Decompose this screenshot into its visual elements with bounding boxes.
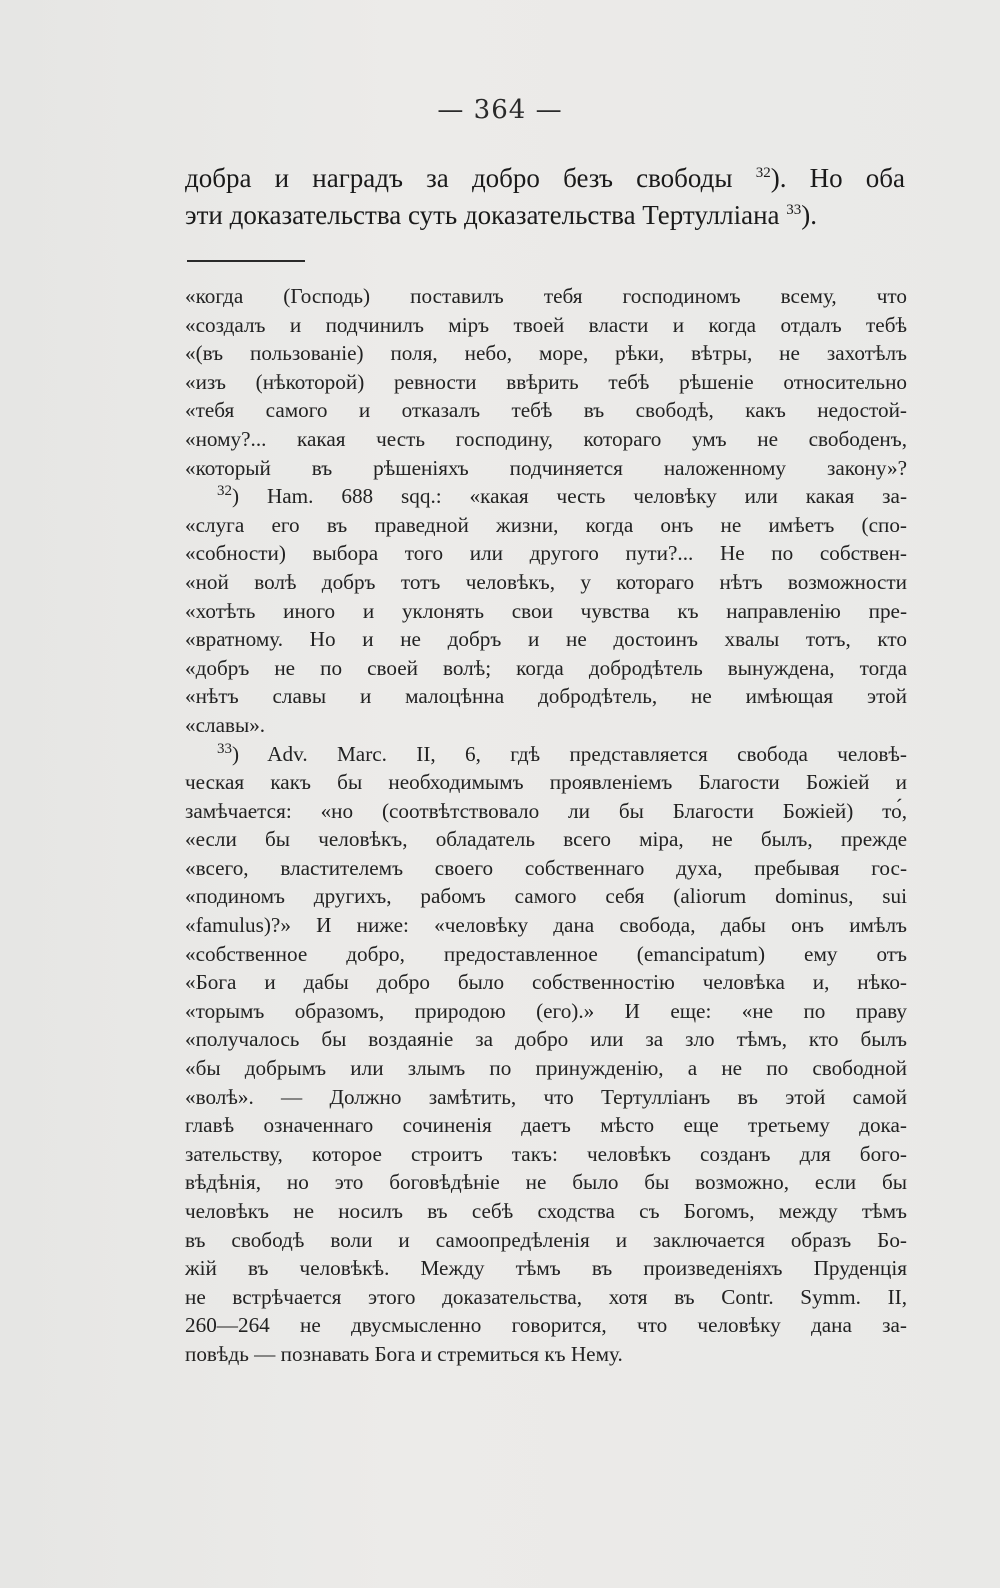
footnote-33-line: не встрѣчается этого доказательства, хотя въ Contr. Symm. II, xyxy=(185,1284,907,1309)
footnote-ref-33[interactable]: 33 xyxy=(786,202,802,218)
footnote-33-line: человѣкъ не носилъ въ себѣ сходства съ Богомъ, между тѣмъ xyxy=(185,1199,907,1223)
main-text-line-1: добра и наградъ за добро безъ свободы $^{32}$). Но оба xyxy=(185,163,906,193)
footnote-33-line: «Бога и дабы добро было собственностію человѣка и, нѣко- xyxy=(185,970,907,995)
footnote-32-line: «ной волѣ добръ тотъ человѣкъ, у котораго нѣтъ возможности xyxy=(185,569,907,594)
footnote-separator xyxy=(187,260,305,262)
footnote-33-line: вѣдѣнія, но это боговѣдѣніе не было бы возможно, если бы xyxy=(185,1170,907,1195)
footnote-33-line: «бы добрымъ или злымъ по принужденію, а не по свободной xyxy=(185,1056,907,1081)
footnote-33-line: въ свободѣ воли и самоопредѣленія и заключается образъ Бо- xyxy=(185,1227,907,1252)
footnote-32-line: «нѣтъ славы и малоцѣнна добродѣтель, не имѣющая этой xyxy=(185,684,907,709)
footnote-cont-line: «изъ (нѣкоторой) ревности ввѣрить тебѣ рѣшеніе относительно xyxy=(185,369,907,394)
footnote-32-line: «слуга его въ праведной жизни, когда онъ не имѣетъ (спо- xyxy=(185,512,907,537)
footnote-cont-line: «(въ пользованіе) поля, небо, море, рѣки, вѣтры, не захотѣлъ xyxy=(185,341,907,366)
footnote-32-marker: 32 xyxy=(217,483,232,500)
footnote-32-line: «собности) выбора того или другого пути?... Не по собствен- xyxy=(185,541,907,566)
footnotes xyxy=(185,282,907,1369)
footnote-cont-line: «ному?... какая честь господину, котораго умъ не свободенъ, xyxy=(185,426,907,451)
footnote-33-line: «famulus)?» И ниже: «человѣку дана свобода, дабы онъ имѣлъ xyxy=(185,913,907,938)
footnote-32-line: «хотѣть иного и уклонять свои чувства къ направленію пре- xyxy=(185,598,907,623)
footnote-33-line: зательству, которое строитъ такъ: человѣкъ созданъ для бого- xyxy=(185,1141,907,1166)
footnote-33-line: «подиномъ другихъ, рабомъ самого себя (aliorum dominus, sui xyxy=(185,884,907,909)
footnote-32-line: «вратному. Но и не добръ и не достоинъ хвалы тотъ, кто xyxy=(185,627,907,652)
footnote-33-line: главѣ означеннаго сочиненія даетъ мѣсто еще третьему дока- xyxy=(185,1113,907,1138)
page-number: — 364 — xyxy=(437,95,563,125)
footnote-33-line: замѣчается: «но (соотвѣтствовало ли бы Благости Божіей) то́, xyxy=(185,798,907,823)
footnote-33-line: 260—264 не двусмысленно говорится, что человѣку дана за- xyxy=(185,1313,907,1338)
footnote-32-line: $^{32}$) Ham. 688 sqq.: «какая честь человѣку или какая за- xyxy=(217,483,907,509)
footnote-33-line: «торымъ образомъ, природою (его).» И еще: «не по праву xyxy=(185,998,907,1023)
footnote-33-line: $^{33}$) Adv. Marc. II, 6, гдѣ представляется свобода человѣ- xyxy=(217,740,907,766)
footnote-cont-line: «тебя самого и отказалъ тебѣ въ свободѣ, какъ недостой- xyxy=(185,398,907,423)
footnote-33-line: «собственное добро, предоставленное (emancipatum) ему отъ xyxy=(185,941,907,966)
main-text xyxy=(185,160,905,234)
footnote-33-marker: 33 xyxy=(217,740,232,757)
footnote-33-line: ческая какъ бы необходимымъ проявленіемъ Благости Божіей и xyxy=(185,770,907,795)
footnote-33-line: «волѣ». — Должно замѣтить, что Тертулліанъ въ этой самой xyxy=(185,1084,907,1109)
footnote-ref-32[interactable]: 32 xyxy=(755,165,771,181)
footnote-33-line: повѣдь — познавать Бога и стремиться къ Нему. xyxy=(185,1341,623,1366)
footnote-33-line: «получалось бы воздаяніе за добро или за зло тѣмъ, кто былъ xyxy=(185,1027,907,1052)
footnote-32-line: «славы». xyxy=(185,712,266,737)
footnote-33-line: жій въ человѣкѣ. Между тѣмъ въ произведеніяхъ Пруденція xyxy=(185,1256,907,1281)
footnote-cont-line: «который въ рѣшеніяхъ подчиняется наложенному закону»? xyxy=(185,455,907,480)
main-text-line-2: эти доказательства суть доказательства Тертулліана $^{33}$). xyxy=(185,200,818,230)
footnote-cont-line: «создалъ и подчинилъ міръ твоей власти и когда отдалъ тебѣ xyxy=(185,312,907,337)
footnote-cont-line: «когда (Господь) поставилъ тебя господиномъ всему, что xyxy=(185,284,907,308)
footnote-33-line: «всего, властителемъ своего собственнаго духа, пребывая гос- xyxy=(185,855,907,880)
footnote-32-line: «добръ не по своей волѣ; когда добродѣтель вынуждена, тогда xyxy=(185,655,907,680)
footnote-33-line: «если бы человѣкъ, обладатель всего міра, не былъ, прежде xyxy=(185,827,907,852)
